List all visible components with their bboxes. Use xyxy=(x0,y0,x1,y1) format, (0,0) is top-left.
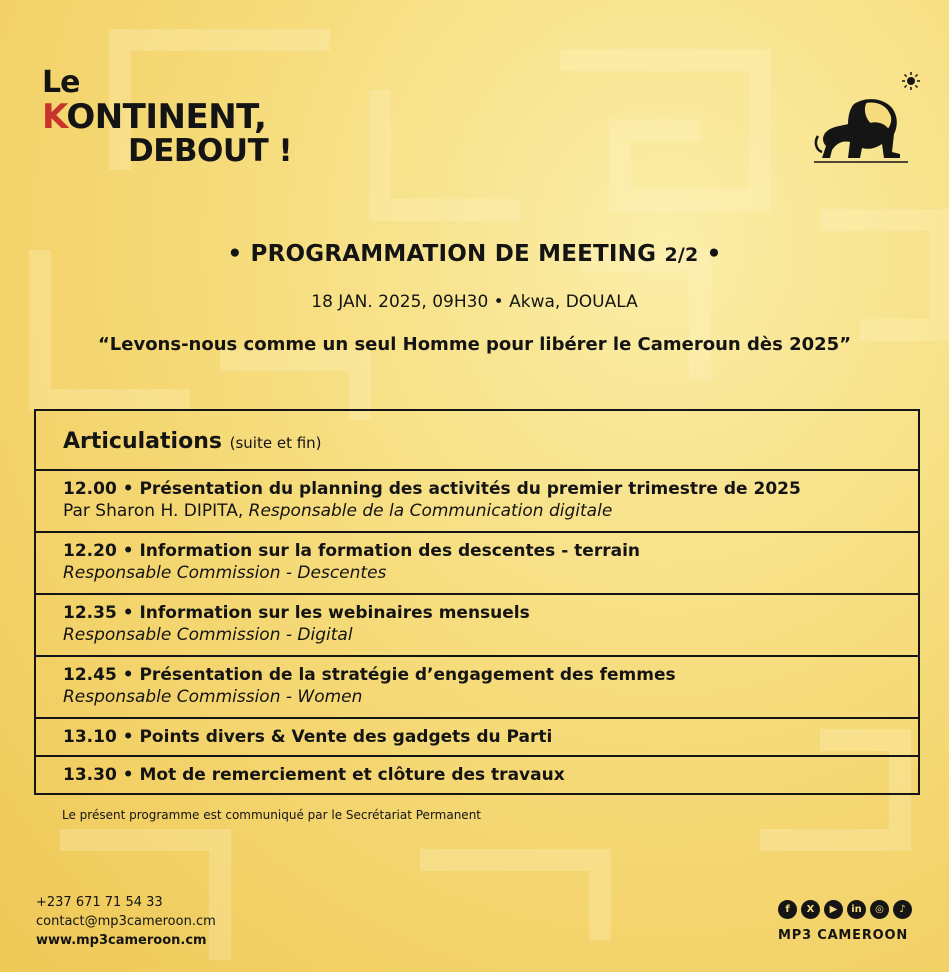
tiktok-icon[interactable]: ♪ xyxy=(893,900,912,919)
agenda-row-title: 13.30 • Mot de remerciement et clôture des travaux xyxy=(63,765,565,785)
program-note: Le présent programme est communiqué par le Secrétariat Permanent xyxy=(62,808,482,822)
agenda-row-speaker-role: Responsable Commission - Women xyxy=(63,687,363,707)
agenda-row xyxy=(36,471,918,533)
agenda-row-title: 12.00 • Présentation du planning des activités du premier trimestre de 2025 xyxy=(63,479,801,499)
brand-name: MP3 CAMEROON xyxy=(778,928,909,943)
contact-website-link[interactable]: www.mp3cameroon.cm xyxy=(36,933,207,948)
agenda-row-title: 13.10 • Points divers & Vente des gadgets du Parti xyxy=(63,727,553,747)
agenda-row xyxy=(36,595,918,657)
instagram-icon[interactable]: ◎ xyxy=(870,900,889,919)
agenda-row xyxy=(36,757,918,793)
contact-email[interactable]: contact@mp3cameroon.cm xyxy=(36,914,216,929)
logo-letter-k: K xyxy=(42,97,67,137)
linkedin-icon[interactable]: in xyxy=(847,900,866,919)
logo-line-debout: DEBOUT ! xyxy=(128,133,293,169)
page-title-part: 2/2 xyxy=(664,244,699,266)
agenda-heading-suffix: (suite et fin) xyxy=(229,434,322,452)
agenda-row-title: 12.35 • Information sur les webinaires mensuels xyxy=(63,603,530,623)
sun-icon xyxy=(902,72,920,90)
agenda-row xyxy=(36,719,918,757)
logo xyxy=(42,65,293,169)
contact-phone[interactable]: +237 671 71 54 33 xyxy=(36,895,163,910)
event-slogan: “Levons-nous comme un seul Homme pour libérer le Cameroun dès 2025” xyxy=(97,334,852,355)
social-icons xyxy=(778,900,912,919)
page-title-text: • PROGRAMMATION DE MEETING xyxy=(227,241,657,267)
agenda-table-header xyxy=(36,411,918,471)
logo-line-kontinent xyxy=(42,97,292,137)
page-title xyxy=(0,241,949,267)
agenda-row-speaker-role: Responsable Commission - Digital xyxy=(63,625,353,645)
agenda-row xyxy=(36,657,918,719)
contact-info xyxy=(36,893,216,950)
logo-line-le: Le xyxy=(42,65,80,100)
agenda-row-title: 12.20 • Information sur la formation des descentes - terrain xyxy=(63,541,640,561)
logo-line-kontinent-rest: ONTINENT, xyxy=(66,97,267,137)
agenda-row-speaker-role: Responsable Commission - Descentes xyxy=(63,563,387,583)
x-icon[interactable]: X xyxy=(801,900,820,919)
facebook-icon[interactable]: f xyxy=(778,900,797,919)
agenda-row-title: 12.45 • Présentation de la stratégie d’engagement des femmes xyxy=(63,665,676,685)
agenda-row-speaker-name: Par Sharon H. DIPITA, xyxy=(63,501,249,521)
agenda-row-speaker xyxy=(63,500,918,522)
event-date-location: 18 JAN. 2025, 09H30 • Akwa, DOUALA xyxy=(311,292,638,312)
youtube-icon[interactable]: ▶ xyxy=(824,900,843,919)
agenda-table xyxy=(34,409,920,795)
agenda-row-speaker-role: Responsable de la Communication digitale xyxy=(248,501,613,521)
page-title-end: • xyxy=(698,241,722,267)
agenda-heading: Articulations xyxy=(63,429,222,454)
agenda-row xyxy=(36,533,918,595)
lion-emblem-icon xyxy=(814,96,908,168)
